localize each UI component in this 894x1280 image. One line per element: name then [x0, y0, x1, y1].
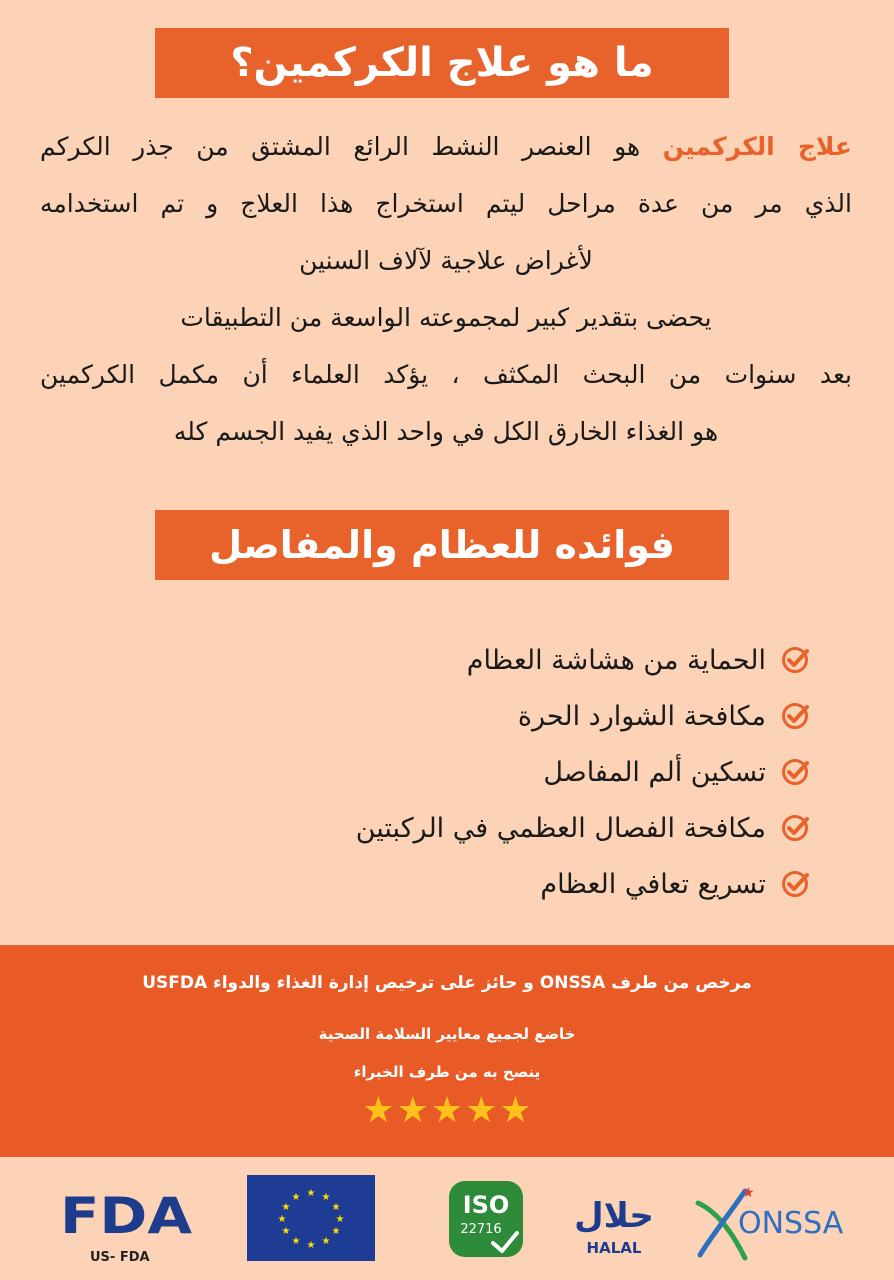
onssa-mark: ONSSA: [738, 1206, 844, 1241]
section-title-benefits: [155, 510, 729, 580]
section-title-text: فوائده للعظام والمفاصل: [209, 523, 675, 567]
fda-caption: US- FDA: [90, 1250, 150, 1265]
star-icon: ★: [362, 1090, 395, 1131]
check-circle-icon: [780, 701, 810, 731]
benefit-text: مكافحة الشوارد الحرة: [517, 700, 766, 732]
check-circle-icon: [780, 869, 810, 899]
svg-text:★: ★: [291, 1192, 301, 1203]
benefits-list: [250, 632, 810, 912]
list-item: [250, 856, 810, 912]
iso-22716-logo: [447, 1179, 525, 1259]
star-icon: ★: [499, 1090, 532, 1131]
check-circle-icon: [780, 813, 810, 843]
benefit-text: مكافحة الفصال العظمي في الركبتين: [355, 812, 766, 844]
svg-text:★: ★: [331, 1226, 341, 1237]
star-icon: ★: [396, 1090, 429, 1131]
benefit-text: الحماية من هشاشة العظام: [466, 644, 766, 676]
list-item: [250, 688, 810, 744]
eu-flag-logo: [247, 1175, 375, 1261]
fda-mark: FDA: [60, 1189, 192, 1245]
svg-text:★: ★: [306, 1240, 316, 1251]
halal-mark: حلال: [574, 1196, 654, 1236]
svg-text:★: ★: [742, 1185, 755, 1201]
list-item: [250, 632, 810, 688]
svg-text:★: ★: [281, 1202, 291, 1213]
check-circle-icon: [780, 757, 810, 787]
certification-line: مرخص من طرف ONSSA و حائز على ترخيص إدارة الغذاء والدواء USFDA: [142, 973, 752, 993]
list-item: [250, 800, 810, 856]
benefit-text: تسريع تعافي العظام: [540, 868, 766, 900]
intro-highlight: علاج الكركمين: [662, 132, 852, 161]
svg-text:★: ★: [291, 1236, 301, 1247]
fda-logo: [60, 1189, 192, 1269]
star-icon: ★: [430, 1090, 464, 1131]
intro-line-6: هو الغذاء الخارق الكل في واحد الذي يفيد الجسم كله: [173, 417, 719, 446]
list-item: [250, 744, 810, 800]
svg-text:★: ★: [321, 1236, 331, 1247]
iso-mark: ISO: [462, 1191, 510, 1219]
section-title-what-is: [155, 28, 729, 98]
svg-text:★: ★: [306, 1188, 316, 1199]
svg-text:★: ★: [281, 1226, 291, 1237]
rating-stars: [0, 1091, 894, 1131]
iso-number: 22716: [460, 1222, 502, 1237]
safety-line: خاضع لجميع معايير السلامة الصحية: [318, 1025, 576, 1043]
intro-line-3: لأغراض علاجية لآلاف السنين: [299, 246, 593, 275]
onssa-logo: [690, 1183, 875, 1263]
intro-line-4: يحضى بتقدير كبير لمجموعته الواسعة من التطبيقات: [180, 303, 712, 332]
svg-text:★: ★: [277, 1214, 287, 1225]
section-title-text: ما هو علاج الكركمين؟: [230, 40, 654, 86]
halal-caption: HALAL: [586, 1239, 642, 1257]
svg-text:★: ★: [321, 1192, 331, 1203]
benefit-text: تسكين ألم المفاصل: [543, 756, 766, 788]
certification-logos: [0, 1157, 894, 1280]
svg-text:★: ★: [335, 1214, 345, 1225]
intro-line-1-text: هو العنصر النشط الرائع المشتق من جذر الكركم: [40, 132, 663, 161]
intro-paragraph: [40, 118, 852, 460]
svg-text:★: ★: [331, 1202, 341, 1213]
expert-line: ينصح به من طرف الخبراء: [353, 1063, 541, 1081]
certification-band: [0, 945, 894, 1157]
intro-line-5: بعد سنوات من البحث المكثف ، يؤكد العلماء أن مكمل الكركمين: [40, 360, 852, 389]
star-icon: ★: [465, 1090, 498, 1131]
check-circle-icon: [780, 645, 810, 675]
halal-logo: [572, 1187, 657, 1259]
intro-line-2: الذي مر من عدة مراحل ليتم استخراج هذا العلاج و تم استخدامه: [40, 189, 852, 218]
intro-line-1: [40, 118, 852, 175]
